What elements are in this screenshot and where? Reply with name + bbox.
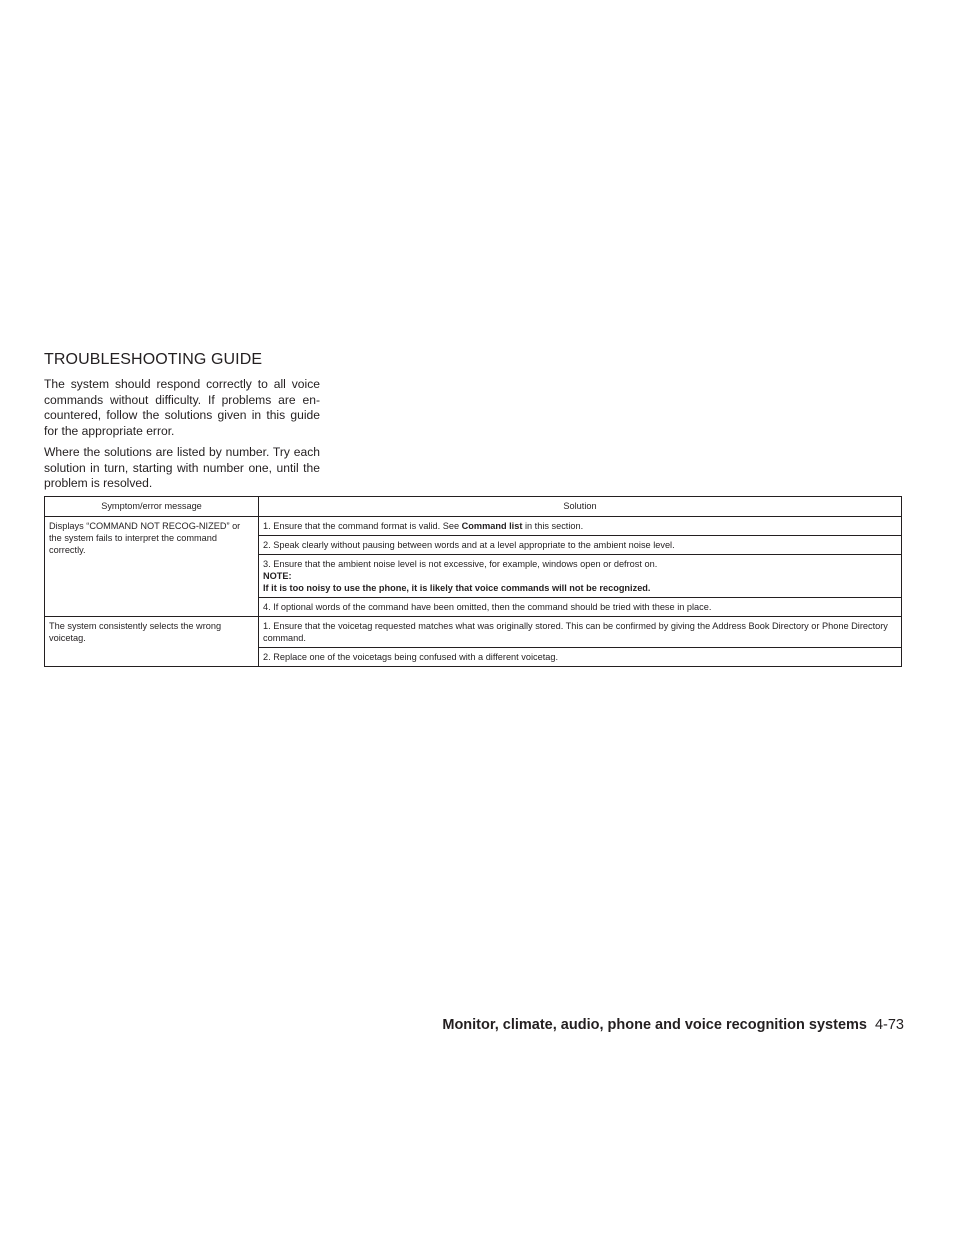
page-footer (442, 1016, 904, 1034)
header-solution: Solution (259, 497, 902, 517)
solution-cell: 2. Replace one of the voicetags being confused with a different voicetag. (259, 648, 902, 667)
note-heading: NOTE: (263, 571, 292, 581)
intro-paragraph: Where the solutions are listed by number. Try each solution in turn, starting with number one, until the problem is resolved. (44, 445, 320, 490)
symptom-cell: Displays “COMMAND NOT RECOG-NIZED” or the system fails to interpret the command correctly. (45, 517, 259, 617)
intro-paragraph: The system should respond correctly to all voice commands without difficulty. If problems are en-countered, follow the solutions given in this guide for the appropriate error. (44, 377, 320, 438)
solution-cell (259, 517, 902, 536)
intro-text (44, 377, 320, 498)
table-row (45, 517, 902, 536)
page-number: 4-73 (874, 1017, 904, 1033)
solution-cell (259, 555, 902, 598)
table-header-row (45, 497, 902, 517)
solution-text: in this section. (522, 521, 584, 531)
section-title: TROUBLESHOOTING GUIDE (44, 351, 263, 368)
chapter-title: Monitor, climate, audio, phone and voice recognition systems (442, 1017, 867, 1033)
solution-text: 1. Ensure that the command format is valid. See (263, 521, 462, 531)
table-row (45, 617, 902, 648)
solution-cell: 4. If optional words of the command have been omitted, then the command should be tried with these in place. (259, 598, 902, 617)
solution-cell: 1. Ensure that the voicetag requested matches what was originally stored. This can be confirmed by giving the Address Book Directory or Phone Directory command. (259, 617, 902, 648)
header-symptom: Symptom/error message (45, 497, 259, 517)
command-list-reference: Command list (461, 521, 523, 531)
solution-text: 3. Ensure that the ambient noise level is not excessive, for example, windows open or defrost on. (263, 559, 658, 569)
note-text: If it is too noisy to use the phone, it is likely that voice commands will not be recognized. (263, 583, 651, 593)
troubleshooting-table (44, 496, 902, 667)
solution-cell: 2. Speak clearly without pausing between words and at a level appropriate to the ambient noise level. (259, 536, 902, 555)
symptom-cell: The system consistently selects the wrong voicetag. (45, 617, 259, 667)
